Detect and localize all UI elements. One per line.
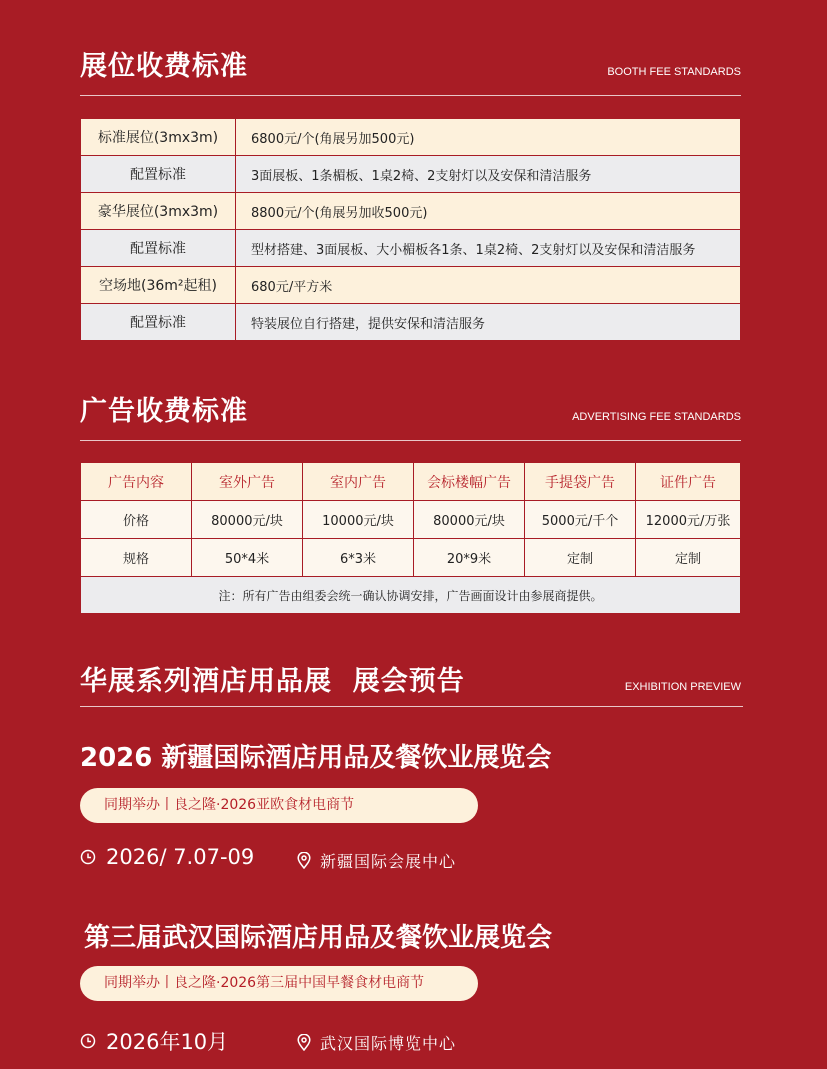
booth-section-title: 展位收费标准 (80, 51, 248, 82)
column-header: 室外广告 (192, 463, 303, 501)
table-cell: 80000元/块 (414, 501, 525, 539)
table-row (81, 119, 741, 156)
table-row (81, 156, 741, 193)
event-date-text: 2026年10月 (106, 1030, 229, 1054)
event-date (80, 1026, 228, 1056)
event-venue-text: 新疆国际会展中心 (320, 852, 457, 871)
location-pin-icon (297, 852, 311, 869)
concurrent-event-pill: 同期举办丨良之隆·2026第三届中国早餐食材电商节 (80, 966, 478, 1001)
ads-section-divider (80, 440, 741, 441)
event-title: 第三届武汉国际酒店用品及餐饮业展览会 (84, 923, 553, 953)
booth-type-label: 空场地(36m²起租) (81, 267, 236, 304)
location-pin-icon (297, 1034, 311, 1051)
ads-section-title: 广告收费标准 (80, 396, 248, 427)
config-label: 配置标准 (81, 304, 236, 341)
config-label: 配置标准 (81, 156, 236, 193)
ad-fee-table (80, 462, 741, 614)
event-venue (297, 1031, 456, 1054)
booth-type-value: 8800元/个(角展另加收500元) (236, 193, 741, 230)
ad-note: 注：所有广告由组委会统一确认协调安排，广告画面设计由参展商提供。 (81, 577, 741, 614)
table-row (81, 193, 741, 230)
column-header: 广告内容 (81, 463, 192, 501)
table-row (81, 539, 741, 577)
table-cell: 12000元/万张 (636, 501, 741, 539)
config-label: 配置标准 (81, 230, 236, 267)
concurrent-event-pill: 同期举办丨良之隆·2026亚欧食材电商节 (80, 788, 478, 823)
table-cell: 定制 (525, 539, 636, 577)
table-cell: 5000元/千个 (525, 501, 636, 539)
config-value: 特装展位自行搭建，提供安保和清洁服务 (236, 304, 741, 341)
booth-type-value: 680元/平方米 (236, 267, 741, 304)
table-cell: 规格 (81, 539, 192, 577)
table-row (81, 501, 741, 539)
booth-type-label: 标准展位(3mx3m) (81, 119, 236, 156)
ads-section-subtitle: ADVERTISING FEE STANDARDS (572, 411, 741, 423)
event-date-text: 2026/ 7.07-09 (106, 845, 255, 869)
event-date (80, 845, 254, 869)
table-cell: 定制 (636, 539, 741, 577)
event-venue-text: 武汉国际博览中心 (320, 1034, 457, 1053)
table-cell: 50*4米 (192, 539, 303, 577)
table-note-row (81, 577, 741, 614)
booth-type-label: 豪华展位(3mx3m) (81, 193, 236, 230)
table-cell: 20*9米 (414, 539, 525, 577)
preview-section-subtitle: EXHIBITION PREVIEW (624, 681, 741, 693)
booth-fee-table (80, 118, 741, 341)
clock-icon (80, 849, 96, 865)
event-title: 2026 新疆国际酒店用品及餐饮业展览会 (80, 743, 552, 773)
clock-icon (80, 1033, 96, 1049)
table-row (81, 267, 741, 304)
column-header: 室内广告 (303, 463, 414, 501)
table-cell: 80000元/块 (192, 501, 303, 539)
table-cell: 价格 (81, 501, 192, 539)
config-value: 型材搭建、3面展板、大小楣板各1条、1桌2椅、2支射灯以及安保和清洁服务 (236, 230, 741, 267)
booth-type-value: 6800元/个(角展另加500元) (236, 119, 741, 156)
table-header-row (81, 463, 741, 501)
column-header: 证件广告 (636, 463, 741, 501)
column-header: 手提袋广告 (525, 463, 636, 501)
config-value: 3面展板、1条楣板、1桌2椅、2支射灯以及安保和清洁服务 (236, 156, 741, 193)
table-cell: 6*3米 (303, 539, 414, 577)
table-row (81, 230, 741, 267)
booth-section-subtitle: BOOTH FEE STANDARDS (607, 66, 741, 78)
event-venue (297, 849, 456, 872)
preview-section-divider (80, 706, 743, 707)
table-cell: 10000元/块 (303, 501, 414, 539)
preview-section-title: 华展系列酒店用品展 展会预告 (80, 666, 465, 697)
booth-section-divider (80, 95, 741, 96)
column-header: 会标楼幅广告 (414, 463, 525, 501)
table-row (81, 304, 741, 341)
